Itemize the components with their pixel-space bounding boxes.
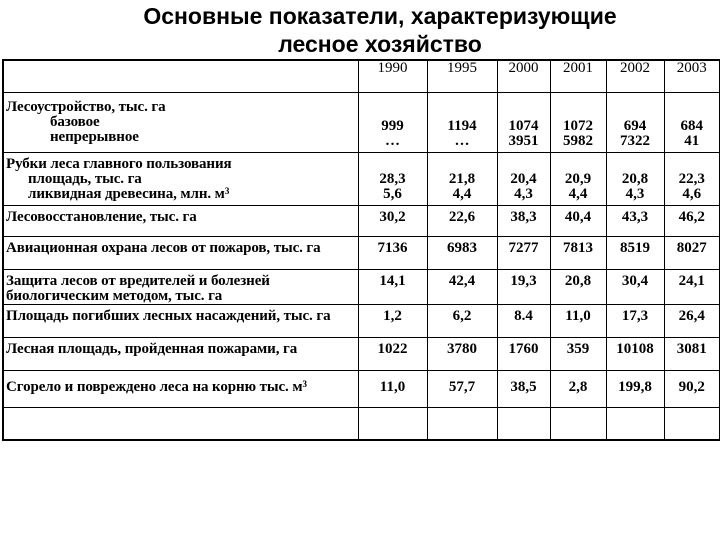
- table-cell: 199,8: [606, 370, 664, 407]
- table-cell: 999 …: [358, 92, 427, 152]
- row-label: Авиационная охрана лесов от пожаров, тыс. га: [3, 236, 358, 269]
- year-header: 2000: [497, 60, 550, 92]
- table-cell: 90,2: [664, 370, 720, 407]
- table-cell: [358, 407, 427, 440]
- table-cell: 28,3 5,6: [358, 152, 427, 205]
- table-cell: [427, 407, 497, 440]
- table-row: [3, 304, 720, 337]
- table-cell: 20,9 4,4: [550, 152, 606, 205]
- table-cell: 8027: [664, 236, 720, 269]
- table-cell: [664, 407, 720, 440]
- table-cell: 22,3 4,6: [664, 152, 720, 205]
- page-title: [0, 2, 720, 58]
- table-row: [3, 152, 720, 205]
- table-cell: 8519: [606, 236, 664, 269]
- table-row: [3, 205, 720, 236]
- row-label: Лесная площадь, пройденная пожарами, га: [3, 337, 358, 370]
- table-cell: 30,2: [358, 205, 427, 236]
- row-label: Площадь погибших лесных насаждений, тыс. га: [3, 304, 358, 337]
- table-cell: 20,8 4,3: [606, 152, 664, 205]
- table-cell: 38,3: [497, 205, 550, 236]
- table-cell: 6,2: [427, 304, 497, 337]
- table-row: [3, 337, 720, 370]
- row-label: Защита лесов от вредителей и болезней биологическим методом, тыс. га: [3, 269, 358, 304]
- table-cell: 1760: [497, 337, 550, 370]
- table-cell: 7813: [550, 236, 606, 269]
- table-cell: 694 7322: [606, 92, 664, 152]
- table-cell: 1074 3951: [497, 92, 550, 152]
- table-cell: 359: [550, 337, 606, 370]
- row-label: Рубки леса главного пользования площадь, тыс. га ликвидная древесина, млн. $м^3$: [3, 152, 358, 205]
- year-header: 2003: [664, 60, 720, 92]
- table-cell: 6983: [427, 236, 497, 269]
- table-cell: 26,4: [664, 304, 720, 337]
- table-cell: 20,8: [550, 269, 606, 304]
- table-cell: 17,3: [606, 304, 664, 337]
- year-header: 1990: [358, 60, 427, 92]
- table-cell: 7277: [497, 236, 550, 269]
- table-row: [3, 92, 720, 152]
- forestry-indicators-table: [2, 59, 720, 441]
- table-cell: 14,1: [358, 269, 427, 304]
- table-cell: [550, 407, 606, 440]
- table-cell: 46,2: [664, 205, 720, 236]
- table-cell: 38,5: [497, 370, 550, 407]
- year-header: 2002: [606, 60, 664, 92]
- table-cell: 684 41: [664, 92, 720, 152]
- header-empty-cell: [3, 60, 358, 92]
- table-cell: 7136: [358, 236, 427, 269]
- table-cell: [497, 407, 550, 440]
- title-line-2: лесное хозяйство: [278, 31, 482, 57]
- table-cell: 2,8: [550, 370, 606, 407]
- table-cell: 1,2: [358, 304, 427, 337]
- table-cell: [606, 407, 664, 440]
- row-label: Лесоустройство, тыс. га базовое непрерывное: [3, 92, 358, 152]
- header-row: [3, 60, 720, 92]
- table-cell: 3780: [427, 337, 497, 370]
- table-row: [3, 370, 720, 407]
- table-cell: 3081: [664, 337, 720, 370]
- table-cell: 43,3: [606, 205, 664, 236]
- table-cell: 1194 …: [427, 92, 497, 152]
- empty-row: [3, 407, 720, 440]
- row-label: Лесовосстановление, тыс. га: [3, 205, 358, 236]
- table-cell: 11,0: [358, 370, 427, 407]
- table-cell: 20,4 4,3: [497, 152, 550, 205]
- table-cell: 8.4: [497, 304, 550, 337]
- table-cell: 42,4: [427, 269, 497, 304]
- table-cell: 11,0: [550, 304, 606, 337]
- table-cell: 24,1: [664, 269, 720, 304]
- year-header: 1995: [427, 60, 497, 92]
- table-cell: 30,4: [606, 269, 664, 304]
- table-cell: [3, 407, 358, 440]
- title-line-1: Основные показатели, характеризующие: [143, 3, 617, 29]
- table-cell: 40,4: [550, 205, 606, 236]
- row-label: Сгорело и повреждено леса на корню тыс. $м^3$: [3, 370, 358, 407]
- table-row: [3, 236, 720, 269]
- table-cell: 21,8 4,4: [427, 152, 497, 205]
- year-header: 2001: [550, 60, 606, 92]
- table-cell: 10108: [606, 337, 664, 370]
- table-cell: 22,6: [427, 205, 497, 236]
- table-cell: 19,3: [497, 269, 550, 304]
- table-row: [3, 269, 720, 304]
- table-cell: 1022: [358, 337, 427, 370]
- table-cell: 57,7: [427, 370, 497, 407]
- table-cell: 1072 5982: [550, 92, 606, 152]
